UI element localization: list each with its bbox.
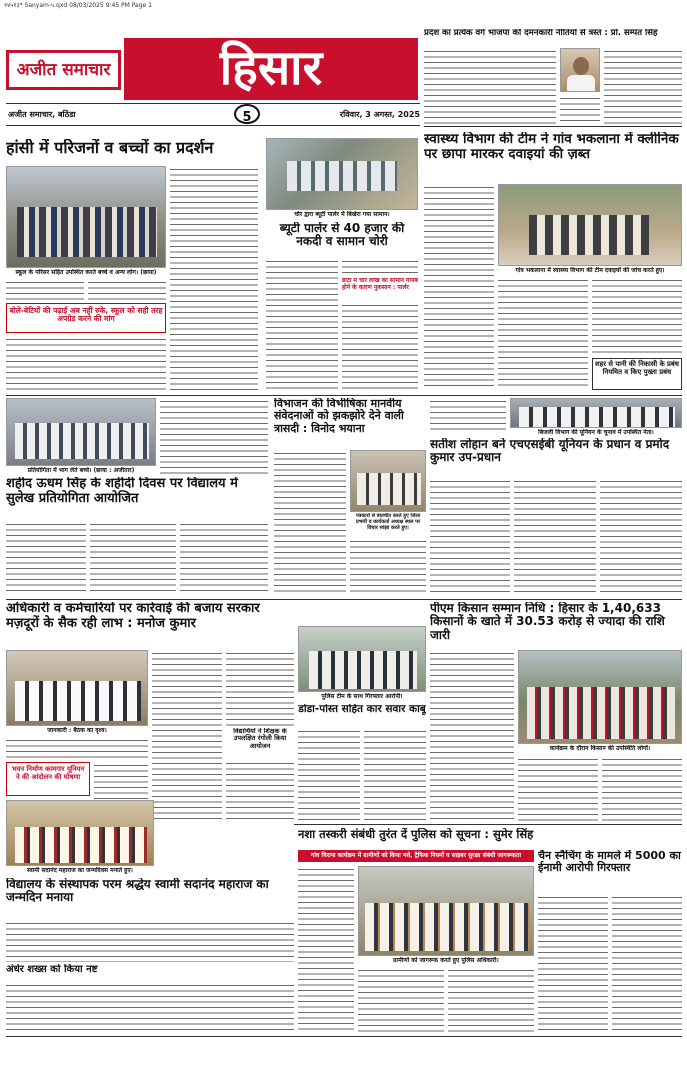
s6-body-3 [514, 478, 596, 595]
s12-banner: गांव चिराना कार्यक्रम में ग्रामीणों को किया नशे, ट्रैफिक नियमों व साइबर सुरक्षा संबंधी जागरूकता [298, 850, 534, 862]
s4-body-1 [6, 521, 86, 595]
s13-headline: चैन स्नैचिंग के मामले में 5000 का ईनामी आरोपी गिरफ्तार [538, 850, 681, 875]
print-slug: १४५१३* Sanyam-५.qxd 08/03/2025 9:45 PM Page 1 [4, 2, 152, 9]
s8-photo-caption: पुलिस टीम के साथ गिरफ्तार आरोपी। [321, 693, 403, 700]
s13-body-2 [612, 894, 682, 1032]
top-story-body-3 [560, 95, 600, 124]
s9-headline: पीएम किसान सम्मान निधि : हिसार के 1,40,633 किसानों के खाते में 30.53 करोड़ से ज्यादा की राशि जारी [430, 602, 665, 642]
publisher-line: अजीत समाचार, बठिंडा [8, 110, 76, 119]
s3-side-box [592, 358, 682, 390]
s3-body-1 [424, 184, 494, 390]
s10-body-1 [6, 920, 294, 962]
masthead-rule [6, 103, 420, 104]
brand-text: अजीत समाचार [16, 60, 111, 80]
s3-photo-caption: गांव भकलाना में स्वास्थ्य विभाग की टीम दवाइयों की जांच करते हुए। [515, 267, 665, 274]
s1-photo [6, 166, 166, 268]
s7-headline: अधिकारी व कर्मचारियों पर कार्रवाई की बजाय सरकार मज़दूरों के सैक रही लाभ : मनोज कुमार [6, 602, 260, 631]
top-story-rule [424, 126, 682, 127]
s6-body-1 [430, 398, 506, 434]
s8-body-2 [364, 728, 426, 822]
s4-body-3 [180, 521, 268, 595]
s4-photo-caption: प्रतियोगिता में भाग लेते बच्चे। (छाया : अजीतार) [27, 467, 135, 474]
s9-body-2 [518, 756, 598, 822]
s6-photo [510, 398, 682, 428]
edition-title: हिसार [219, 40, 323, 96]
s7-body-3 [152, 650, 222, 822]
s3-side-headline: शहर से पानी की निकासी के प्रबंध नियमित व किए पुख्ता प्रबंध [595, 360, 679, 376]
s13-body-1 [538, 894, 608, 1032]
s12-photo-caption: ग्रामीणों को जागरूक करते हुए पुलिस अधिकारी। [393, 957, 499, 964]
s10-photo-caption: स्वामी सदानंद महाराज का जन्मदिवस मनाते हुए। [27, 867, 133, 874]
top-story-body-2 [604, 48, 682, 124]
s10-body-2 [6, 982, 294, 1032]
s3-photo [498, 184, 682, 266]
s2-body-2 [342, 258, 418, 276]
s12-body-3 [448, 967, 534, 1032]
s2-body-1 [266, 258, 338, 392]
s2-sub-headline: डाटा में चार लाख का सामान गायब होने के कारण नुकसान : पार्लर [342, 278, 418, 291]
s3-body-3 [592, 277, 682, 357]
s8-body-1 [298, 728, 360, 822]
s12-body-2 [358, 967, 444, 1032]
row1-rule [6, 395, 682, 396]
s7-sub-box [6, 762, 90, 796]
s9-body-3 [602, 756, 682, 822]
s1-body-4 [170, 166, 258, 392]
s2-photo [266, 138, 418, 210]
s1-body-3 [6, 336, 166, 392]
row3-rule [294, 824, 682, 825]
s6-body-2 [430, 478, 510, 595]
s11-body [226, 760, 294, 822]
s7-photo-caption: जानकारी : बैठक का दृश्य। [47, 727, 107, 734]
s10-headline: विद्यालय के संस्थापक परम श्रद्धेय स्वामी सदानंद महाराज का जन्मदिन मनाया [6, 878, 269, 905]
page-number: 5 [234, 104, 260, 124]
s10-sub-headline: अंधेर शख्स को किया नष्ट [6, 964, 98, 975]
s1-sub-box [6, 303, 166, 333]
s7-photo [6, 650, 148, 726]
s5-body-1 [274, 450, 346, 595]
s2-headline: ब्यूटी पार्लर से 40 हजार की नकदी व सामान चोरी [279, 222, 405, 249]
s4-body-4 [160, 398, 268, 474]
s10-photo [6, 800, 154, 866]
s3-body-2 [498, 277, 588, 390]
s2-photo-caption: चोर द्वारा ब्यूटी पार्लर में बिखेरा गया सामान। [294, 211, 390, 218]
s5-body-2 [350, 538, 426, 595]
s8-photo [298, 626, 426, 692]
row2-rule [6, 599, 682, 600]
bottom-rule [6, 1036, 682, 1037]
s1-headline: हांसी में परिजनों व बच्चों का प्रदर्शन [6, 139, 214, 157]
s3-headline: स्वास्थ्य विभाग की टीम ने गांव भकलाना में क्लीनिक पर छापा मारकर दवाइयां की ज़ब्त [424, 132, 679, 163]
s12-body-1 [298, 866, 354, 1032]
s5-photo [350, 450, 426, 512]
s8-headline: डोडा-पोस्त सहित कार सवार काबू [298, 704, 426, 715]
s12-photo [358, 866, 534, 956]
page-date: रविवार, 3 अगस्त, 2025 [339, 110, 420, 119]
top-story-portrait [560, 48, 600, 92]
s2-body-3 [342, 302, 418, 392]
s7-body-4 [226, 650, 294, 726]
s12-headline: नशा तस्करी संबंधी तुरंत दें पुलिस को सूचना : सुमेर सिंह [298, 828, 534, 841]
masthead-edition-block [124, 38, 418, 100]
top-story-headline: प्रदेश का प्रत्येक वर्ग भाजपा की दमनकारी नीतियों से त्रस्त : प्रो. सम्पत सिंह [424, 29, 658, 38]
s11-headline: विद्यार्थियों ने शिक्षक के उपलक्षित रंगोली किया आयोजन [233, 728, 287, 750]
s4-body-2 [90, 521, 176, 595]
s4-headline: शहीद ऊधम सिंह के शहीदी दिवस पर विद्यालय में सुलेख प्रतियोगिता आयोजित [6, 477, 238, 506]
s6-headline: सतीश लोहान बने एचएसईबी यूनियन के प्रधान व प्रमोद कुमार उप-प्रधान [430, 438, 670, 465]
s9-photo-caption: कार्यक्रम के दौरान किसान की उपस्थिति लोगों। [549, 745, 651, 752]
masthead-brand [6, 50, 121, 90]
s6-body-4 [600, 478, 682, 595]
s6-photo-caption: बिजली विभाग की यूनियन के चुनाव में उपस्थित नेता। [538, 429, 654, 436]
top-story-body-1 [424, 48, 556, 124]
masthead-bottom-rule [6, 125, 420, 126]
s1-photo-caption: स्कूल के परिसर सहित उपस्थित करते बच्चे व अन्य लोग। (छाया) [15, 269, 157, 276]
s1-sub-headline: बोले-बेटियों की पढ़ाई अब नहीं रुके, स्कूल को सही तरह अपग्रेड करने की मांग [9, 306, 163, 324]
s4-photo [6, 398, 156, 466]
s9-body-1 [430, 650, 514, 822]
s7-body-1 [6, 737, 148, 761]
s5-photo-caption: पत्रकारों से बातचीत करते हुए जिला प्रभारी व कार्यकर्ता अध्यक्ष स्थल पर विचार सांझा करते हुए। [355, 513, 421, 531]
s5-headline: विभाजन की विभीषिका मानवीय संवेदनाओं को झकझोरे देने वाली त्रासदी : विनोद भयाना [274, 398, 404, 435]
s7-sub-headline: भवन निर्माण कामगार यूनियन ने की आंदोलन की घोषणा [11, 765, 85, 781]
s9-photo [518, 650, 682, 744]
